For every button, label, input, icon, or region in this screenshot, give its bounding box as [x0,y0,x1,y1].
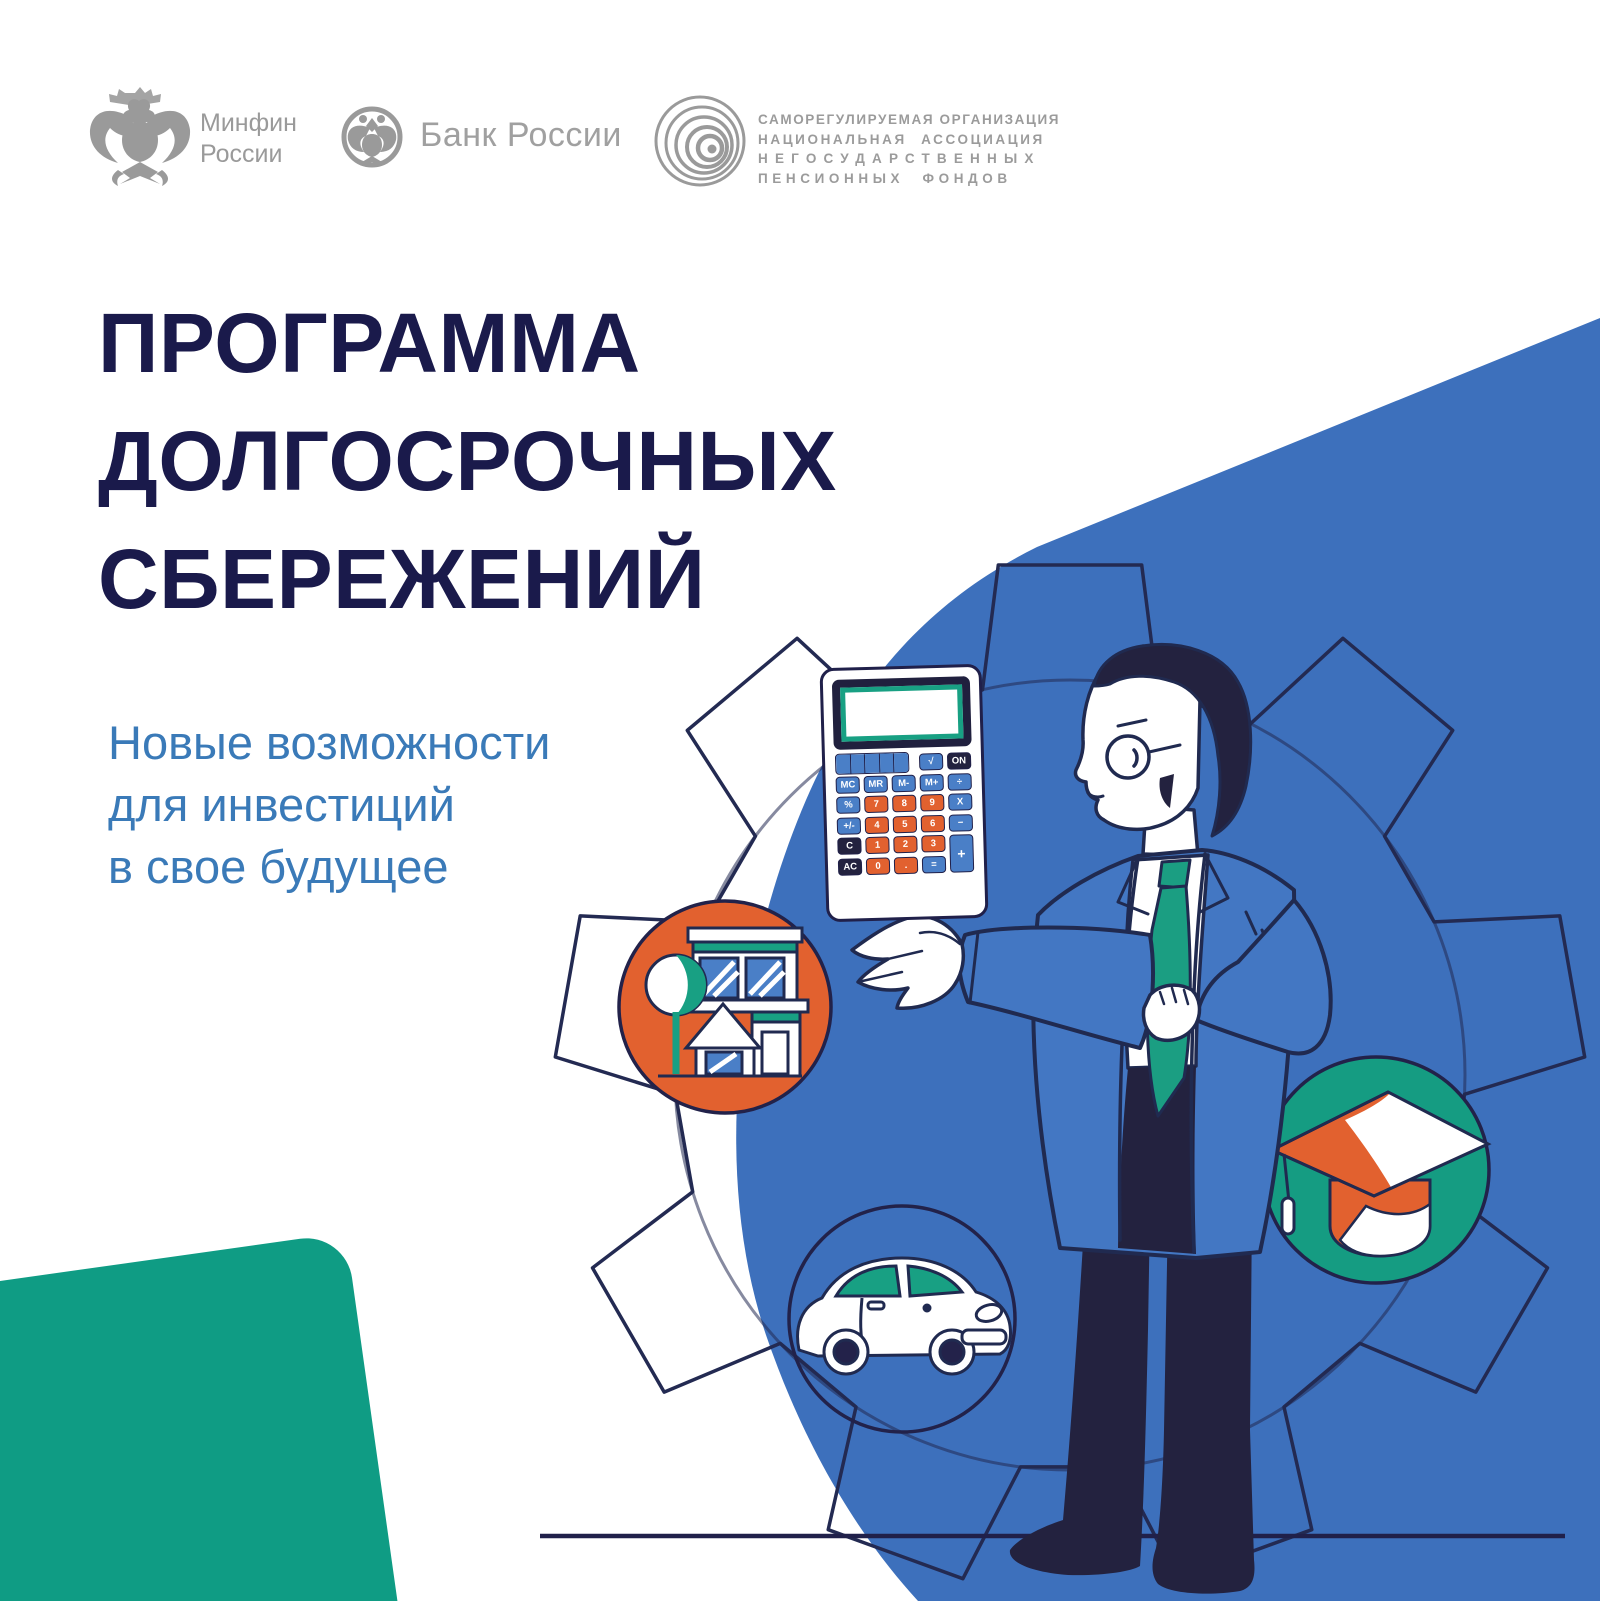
minfin-line1: Минфин [200,109,297,137]
napf-line4: ПЕНСИОННЫХ ФОНДОВ [758,170,1012,186]
calc-button-ON: ON [946,752,971,770]
calc-memory-strip [835,752,910,775]
calc-button-6: 6 [920,814,945,832]
calc-button-.: . [894,856,919,874]
calc-button-1: 1 [865,836,890,854]
calc-button-4: 4 [865,816,890,834]
calc-button-0: 0 [866,857,891,875]
calc-button-3: 3 [921,835,946,853]
napf-line3: НЕГОСУДАРСТВЕННЫХ [758,151,1041,166]
napf-logo-label [758,110,1098,188]
calc-buttons [835,752,974,875]
calc-button-7: 7 [864,795,889,813]
calc-button-MR: MR [863,775,888,793]
calc-button-=: = [921,855,946,873]
calc-display [832,676,972,750]
right-leg [1153,1210,1255,1594]
education-badge [1263,1057,1489,1283]
calc-button-M-: M- [891,774,916,792]
napf-spiral-icon [656,97,744,185]
napf-line2: НАЦИОНАЛЬНАЯ АССОЦИАЦИЯ [758,131,1045,147]
calc-button-C: C [837,837,862,855]
calc-button-+/-: +/- [837,817,862,835]
calc-button-9: 9 [920,794,945,812]
calc-button-MC: MC [836,776,861,794]
cbr-logo-label: Банк России [420,116,622,154]
page-title [98,284,837,638]
house-badge [619,901,831,1113]
page-subtitle [108,712,550,898]
calc-button-÷: ÷ [947,773,972,791]
calc-button-5: 5 [892,815,917,833]
calc-button-+: + [949,834,974,872]
napf-line1: САМОРЕГУЛИРУЕМАЯ ОРГАНИЗАЦИЯ [758,112,1061,127]
calc-button-−: − [948,814,973,832]
subtitle-line1: Новые возможности [108,716,551,769]
title-line3: СБЕРЕЖЕНИЙ [98,532,706,626]
calc-button-AC: AC [838,858,863,876]
calc-button-8: 8 [892,795,917,813]
calculator [819,664,988,922]
teal-square-decor [0,1232,405,1601]
calc-button-√: √ [919,753,944,771]
minfin-logo-label [200,108,297,170]
calc-button-M+: M+ [919,773,944,791]
subtitle-line2: для инвестиций [108,778,455,831]
fist-hand [1144,985,1200,1040]
minfin-line2: России [200,140,283,168]
title-line1: ПРОГРАММА [98,296,641,390]
calc-button-2: 2 [893,836,918,854]
minfin-eagle-icon [90,87,190,186]
subtitle-line3: в свое будущее [108,840,449,893]
calc-button-X: X [948,793,973,811]
cbr-emblem-icon [344,109,400,165]
title-line2: ДОЛГОСРОЧНЫХ [98,414,837,508]
calc-screen [840,684,963,741]
calc-button-%: % [836,796,861,814]
tie-knot [1159,860,1190,888]
